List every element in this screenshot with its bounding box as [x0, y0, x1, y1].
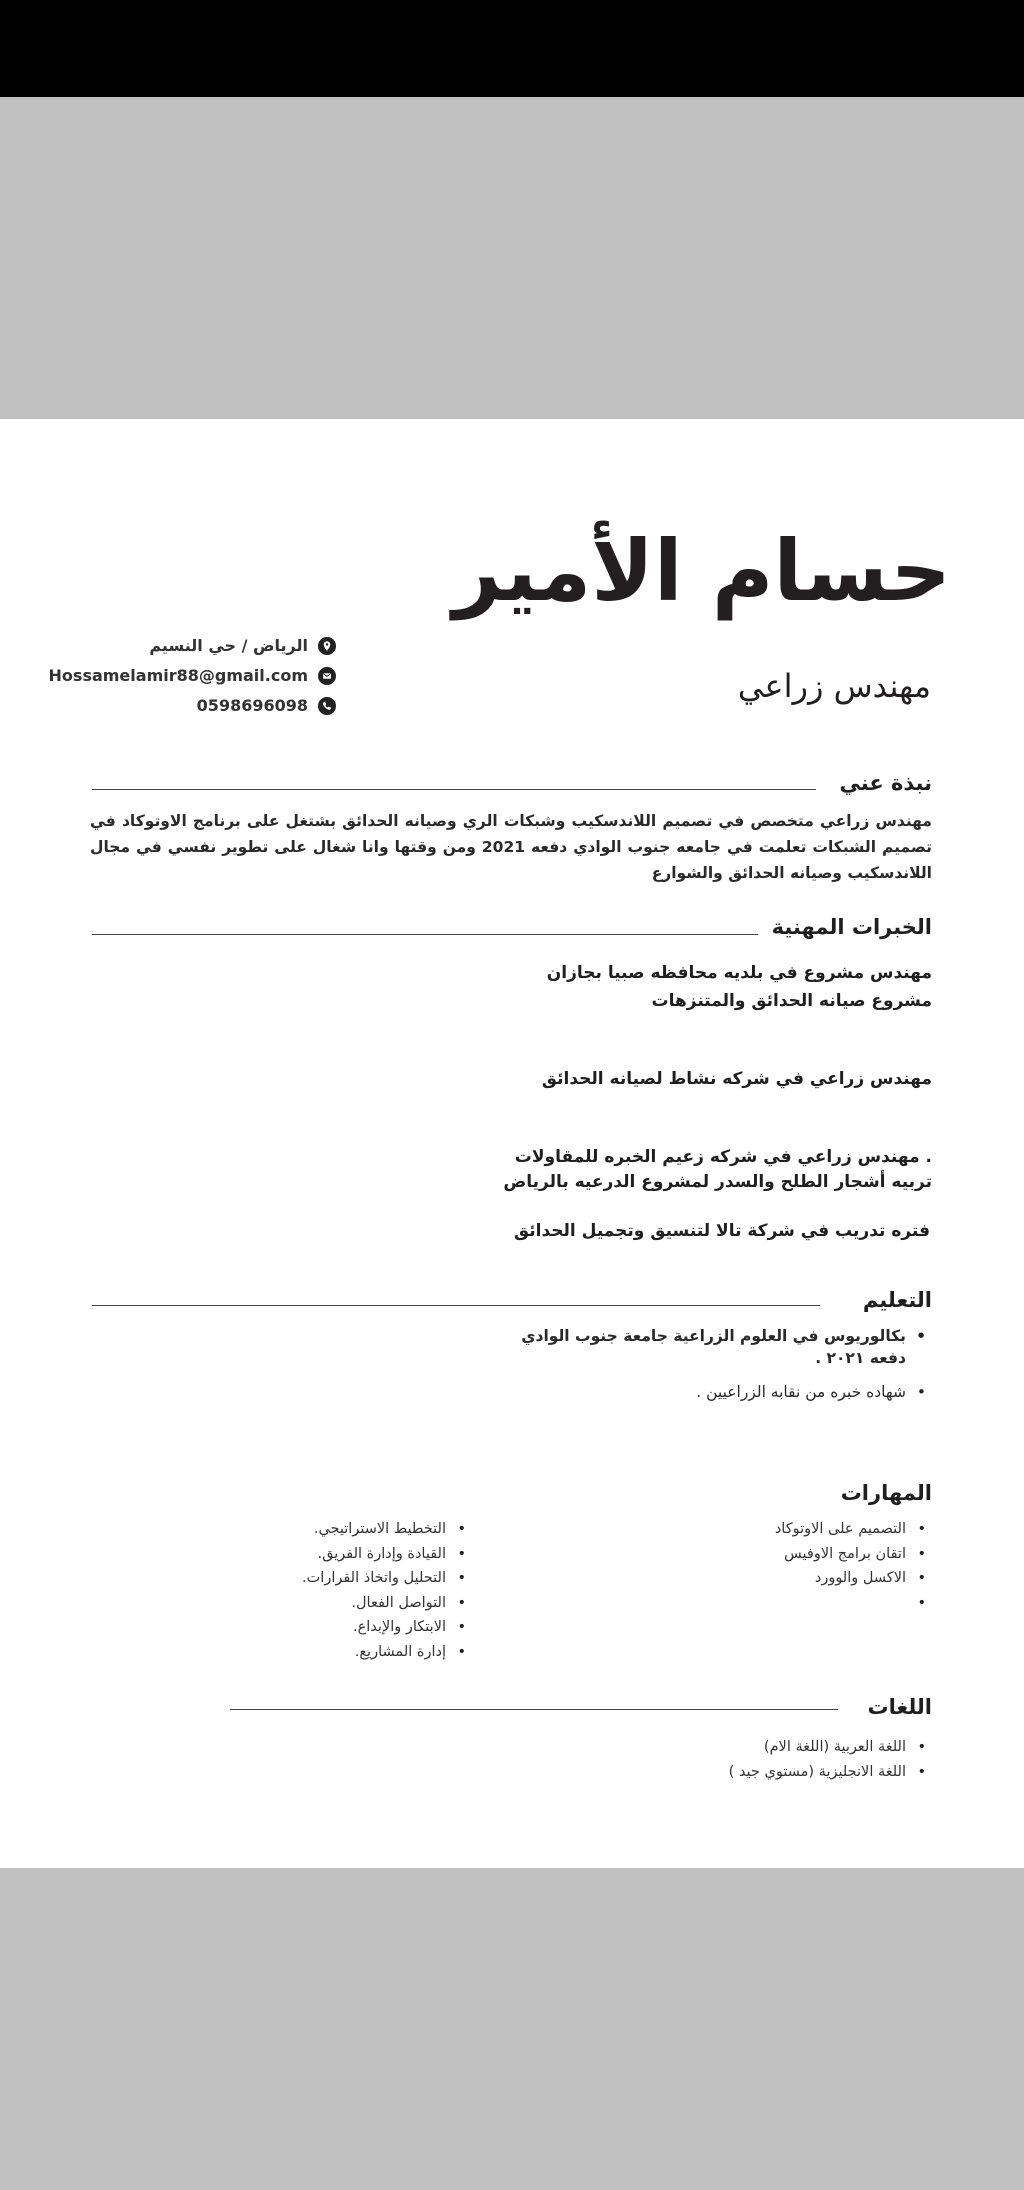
skills-list-secondary — [302, 1517, 472, 1664]
phone-icon — [318, 697, 336, 715]
contact-email — [49, 666, 336, 685]
skill-item: • الاكسل والوورد — [775, 1566, 932, 1591]
skill-item: • التخطيط الاستراتيجي. — [302, 1517, 472, 1542]
language-item: • اللغة الانجليزية (مستوي جيد ) — [729, 1760, 932, 1785]
skills-title: المهارات — [840, 1481, 932, 1505]
skill-item: • اتقان برامج الاوفيس — [775, 1542, 932, 1567]
location-text: الرياض / حي النسيم — [149, 636, 308, 655]
skills-list-primary — [775, 1517, 932, 1591]
education-item — [521, 1325, 932, 1369]
about-title: نبذة عني — [839, 771, 932, 795]
experience-title: الخبرات المهنية — [771, 915, 932, 939]
contact-location — [149, 636, 336, 655]
email-icon — [318, 667, 336, 685]
phone-text[interactable]: 0598696098 — [196, 696, 308, 715]
skill-item: • إدارة المشاريع. — [302, 1640, 472, 1665]
about-text: مهندس زراعي متخصص في تصميم اللاندسكيب وشبكات الري وصيانه الحدائق بشتغل على برنامج الاوتوكاد في تصميم الشبكات تعلمت في جامعه جنوب الوادي دفعه 2021 ومن وقتها وانا شغال على تطوير نفسي في مجال اللاندسكيب وصيانه الحدائق والشوارع — [90, 812, 932, 882]
skill-item: • الابتكار والإبداع. — [302, 1615, 472, 1640]
person-name: حسام الأمير — [452, 522, 951, 620]
education-degree: • بكالوريوس في العلوم الزراعية جامعة جنوب الوادي — [521, 1327, 906, 1345]
experience-item: . مهندس زراعي في شركه زعيم الخبره للمقاولات — [514, 1147, 932, 1167]
experience-item: مهندس زراعي في شركه نشاط لصيانه الحدائق — [541, 1069, 932, 1089]
cv-page — [0, 419, 1024, 1868]
skill-item: • التصميم على الاوتوكاد — [775, 1517, 932, 1542]
contact-phone — [197, 696, 336, 715]
experience-item: تربيه أشجار الطلح والسدر لمشروع الدرعيه بالرياض — [503, 1172, 932, 1192]
languages-list — [729, 1735, 932, 1785]
about-divider — [92, 789, 816, 790]
languages-divider — [230, 1709, 838, 1710]
language-item: • اللغة العربية (اللغة الام) — [729, 1735, 932, 1760]
experience-item: فتره تدريب في شركة تالا لتنسيق وتجميل الحدائق — [513, 1221, 930, 1241]
experience-item: مهندس مشروع في بلديه محافظه صبيا بجازان — [546, 963, 932, 983]
screen-top-bar — [0, 0, 1024, 97]
experience-divider — [92, 934, 758, 935]
skill-item: • التحليل واتخاذ القرارات. — [302, 1566, 472, 1591]
education-list — [521, 1325, 932, 1403]
location-icon — [318, 637, 336, 655]
skill-item: • التواصل الفعال. — [302, 1591, 472, 1616]
skill-item: • القيادة وإدارة الفريق. — [302, 1542, 472, 1567]
education-divider — [92, 1305, 820, 1306]
viewer-background-top — [0, 97, 1024, 419]
languages-title: اللغات — [867, 1695, 932, 1719]
person-role: مهندس زراعي — [737, 667, 931, 705]
email-text[interactable]: Hossamelamir88@gmail.com — [48, 666, 308, 685]
education-year: دفعه ٢٠٢١ . — [815, 1349, 906, 1367]
education-certificate: • شهاده خبره من نقابه الزراعيين . — [696, 1383, 906, 1401]
experience-item: مشروع صيانه الحدائق والمتنزهات — [651, 991, 932, 1011]
education-title: التعليم — [862, 1288, 932, 1312]
viewer-background-bottom — [0, 1868, 1024, 2190]
education-item — [521, 1381, 932, 1403]
